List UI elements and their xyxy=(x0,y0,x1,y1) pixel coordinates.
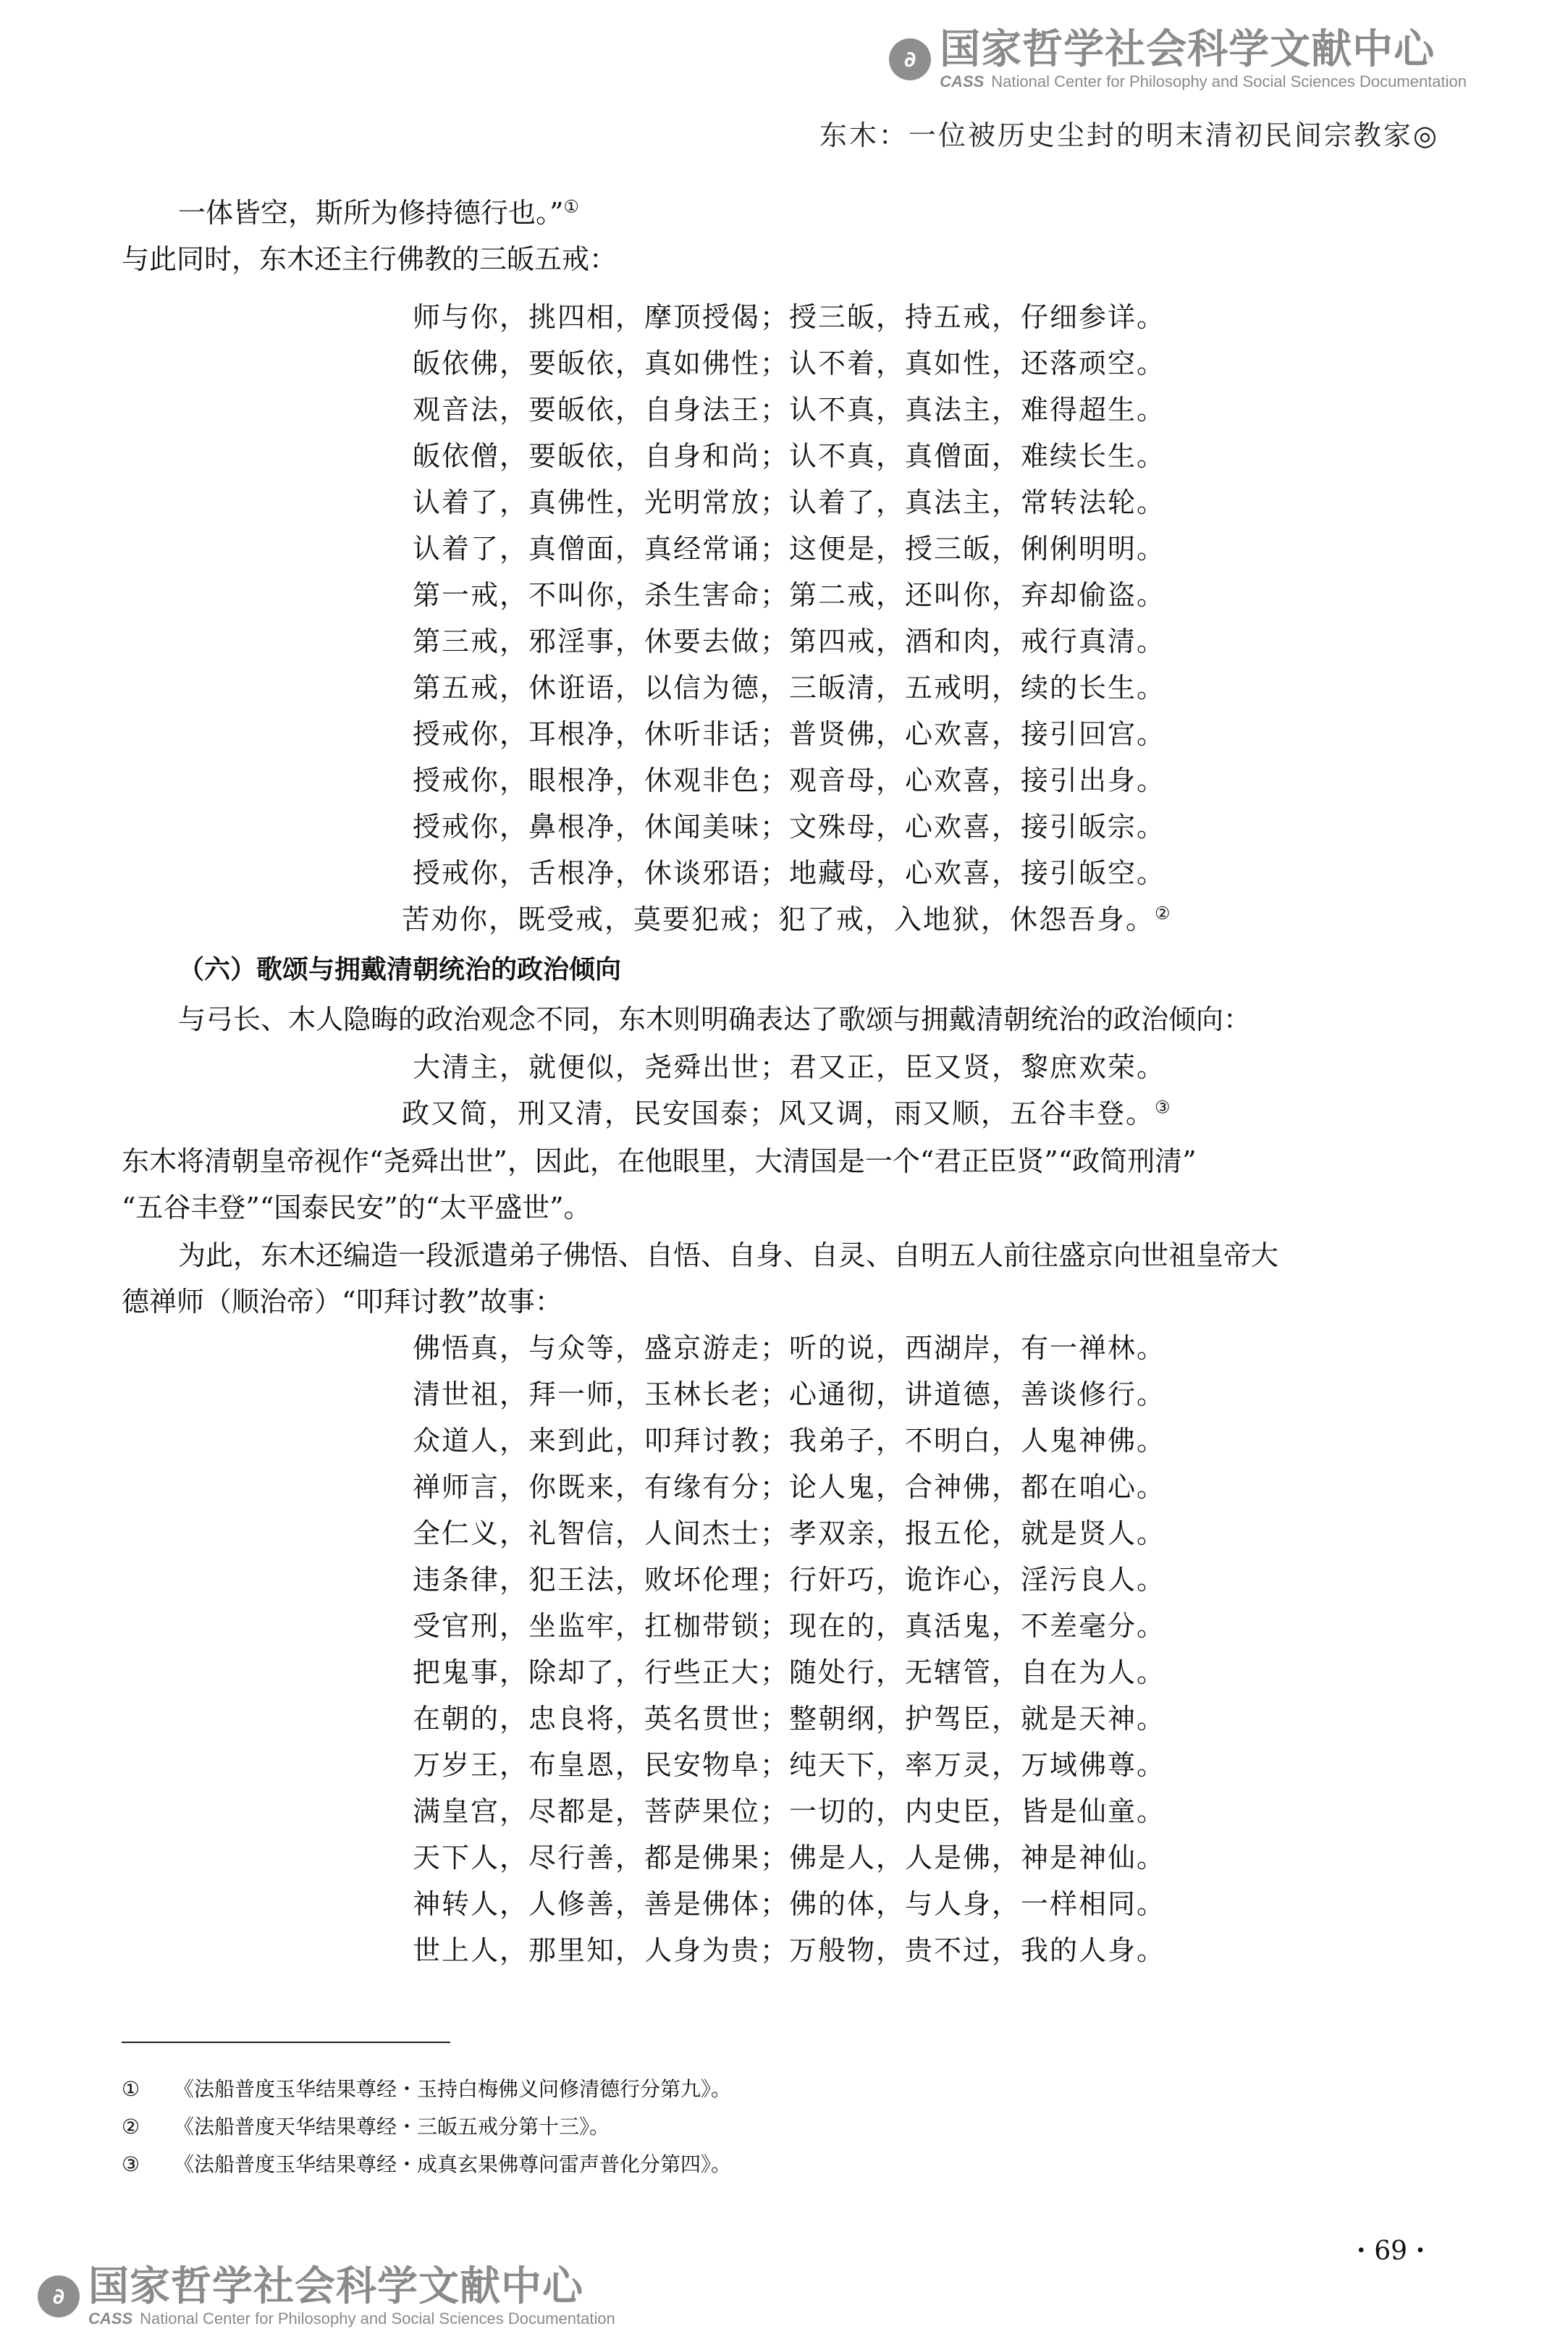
paragraph-line: 与弓长、木人隐晦的政治观念不同，东木则明确表达了歌颂与拥戴清朝统治的政治倾向： xyxy=(178,1003,1252,1035)
verse-line: 世上人，那里知，人身为贵；万般物，贵不过，我的人身。 xyxy=(413,1934,1166,1966)
verse-line: 授戒你，耳根净，休听非话；普贤佛，心欢喜，接引回宫。 xyxy=(413,718,1166,750)
footnote: ③ 《法船普度玉华结果尊经・成真玄果佛尊问雷声普化分第四》。 xyxy=(122,2152,732,2176)
verse-line: 大清主，就便似，尧舜出世；君又正，臣又贤，黎庶欢荣。 xyxy=(413,1051,1166,1083)
verse-line: 观音法，要皈依，自身法王；认不真，真法主，难得超生。 xyxy=(413,394,1166,426)
verse-line: 满皇宫，尽都是，菩萨果位；一切的，内史臣，皆是仙童。 xyxy=(413,1795,1166,1827)
verse-line: 违条律，犯王法，败坏伦理；行奸巧，诡诈心，淫污良人。 xyxy=(413,1564,1166,1596)
verse-line: 清世祖，拜一师，玉林长老；心通彻，讲道德，善谈修行。 xyxy=(413,1378,1166,1410)
paragraph-line: 与此同时，东木还主行佛教的三皈五戒： xyxy=(122,243,617,275)
verse-line: 第五戒，休诳语，以信为德，三皈清，五戒明，续的长生。 xyxy=(413,672,1166,704)
publisher-logo-top xyxy=(889,28,1467,91)
paragraph-line: “五谷丰登”“国泰民安”的“太平盛世”。 xyxy=(122,1192,591,1224)
logo-cass-label: CASS xyxy=(940,72,985,90)
verse-line: 神转人，人修善，善是佛体；佛的体，与人身，一样相同。 xyxy=(413,1888,1166,1920)
publisher-logo-bottom xyxy=(38,2265,615,2328)
paragraph-line: 德禅师（顺治帝）“叩拜讨教”故事： xyxy=(122,1286,562,1318)
footnote-ref: ③ xyxy=(1155,1097,1172,1118)
verse-line: 授戒你，眼根净，休观非色；观音母，心欢喜，接引出身。 xyxy=(413,765,1166,796)
footnote: ① 《法船普度玉华结果尊经・玉持白梅佛义问修清德行分第九》。 xyxy=(122,2077,732,2101)
verse-line: 认着了，真僧面，真经常诵；这便是，授三皈，俐俐明明。 xyxy=(413,533,1166,565)
footnote: ② 《法船普度天华结果尊经・三皈五戒分第十三》。 xyxy=(122,2115,610,2139)
footnote-ref: ② xyxy=(1155,903,1172,924)
verse-line: 第三戒，邪淫事，休要去做；第四戒，酒和肉，戒行真清。 xyxy=(413,626,1166,657)
verse-line: 政又简，刑又清，民安国泰；风又调，雨又顺，五谷丰登。③ xyxy=(402,1097,1172,1129)
page-number: ・69・ xyxy=(1348,2236,1433,2266)
paragraph-line: 为此，东木还编造一段派遣弟子佛悟、自悟、自身、自灵、自明五人前往盛京向世祖皇帝大 xyxy=(178,1239,1279,1271)
logo-english-name: National Center for Philosophy and Social Sciences Documentation xyxy=(140,2309,615,2328)
cass-logo-icon: ∂ xyxy=(889,38,931,80)
verse-line: 受官刑，坐监牢，扛枷带锁；现在的，真活鬼，不差毫分。 xyxy=(413,1610,1166,1642)
verse-line: 认着了，真佛性，光明常放；认着了，真法主，常转法轮。 xyxy=(413,487,1166,518)
logo-english-name: National Center for Philosophy and Social Sciences Documentation xyxy=(991,72,1467,90)
running-header: 东木：一位被历史尘封的明末清初民间宗教家◎ xyxy=(819,119,1439,151)
verse-line: 师与你，挑四相，摩顶授偈；授三皈，持五戒，仔细参详。 xyxy=(413,301,1166,333)
verse-line: 万岁王，布皇恩，民安物阜；纯天下，率万灵，万域佛尊。 xyxy=(413,1749,1166,1781)
paragraph-line: 一体皆空，斯所为修持德行也。”① xyxy=(178,196,579,229)
paragraph-line: 东木将清朝皇帝视作“尧舜出世”，因此，在他眼里，大清国是一个“君正臣贤”“政简刑清” xyxy=(122,1145,1197,1177)
verse-line: 皈依僧，要皈依，自身和尚；认不真，真僧面，难续长生。 xyxy=(413,440,1166,472)
footnote-ref: ① xyxy=(563,196,579,217)
verse-line: 皈依佛，要皈依，真如佛性；认不着，真如性，还落顽空。 xyxy=(413,348,1166,379)
verse-line: 天下人，尽行善，都是佛果；佛是人，人是佛，神是神仙。 xyxy=(413,1842,1166,1874)
verse-line: 禅师言，你既来，有缘有分；论人鬼，合神佛，都在咱心。 xyxy=(413,1471,1166,1503)
verse-line: 佛悟真，与众等，盛京游走；听的说，西湖岸，有一禅林。 xyxy=(413,1332,1166,1364)
logo-cass-label: CASS xyxy=(88,2309,133,2328)
verse-line: 苦劝你，既受戒，莫要犯戒；犯了戒，入地狱，休怨吾身。② xyxy=(402,903,1172,935)
verse-line: 第一戒，不叫你，杀生害命；第二戒，还叫你，弃却偷盗。 xyxy=(413,579,1166,611)
verse-line: 把鬼事，除却了，行些正大；随处行，无辖管，自在为人。 xyxy=(413,1656,1166,1688)
footnote-divider xyxy=(122,2042,450,2043)
section-heading: （六）歌颂与拥戴清朝统治的政治倾向 xyxy=(178,955,622,985)
verse-line: 全仁义，礼智信，人间杰士；孝双亲，报五伦，就是贤人。 xyxy=(413,1517,1166,1549)
logo-chinese-name: 国家哲学社会科学文献中心 xyxy=(88,2263,583,2310)
logo-chinese-name: 国家哲学社会科学文献中心 xyxy=(940,26,1436,73)
verse-line: 授戒你，鼻根净，休闻美味；文殊母，心欢喜，接引皈宗。 xyxy=(413,811,1166,843)
verse-line: 授戒你，舌根净，休谈邪语；地藏母，心欢喜，接引皈空。 xyxy=(413,857,1166,889)
cass-logo-icon: ∂ xyxy=(38,2275,80,2317)
verse-line: 在朝的，忠良将，英名贯世；整朝纲，护驾臣，就是天神。 xyxy=(413,1703,1166,1735)
verse-line: 众道人，来到此，叩拜讨教；我弟子，不明白，人鬼神佛。 xyxy=(413,1425,1166,1457)
